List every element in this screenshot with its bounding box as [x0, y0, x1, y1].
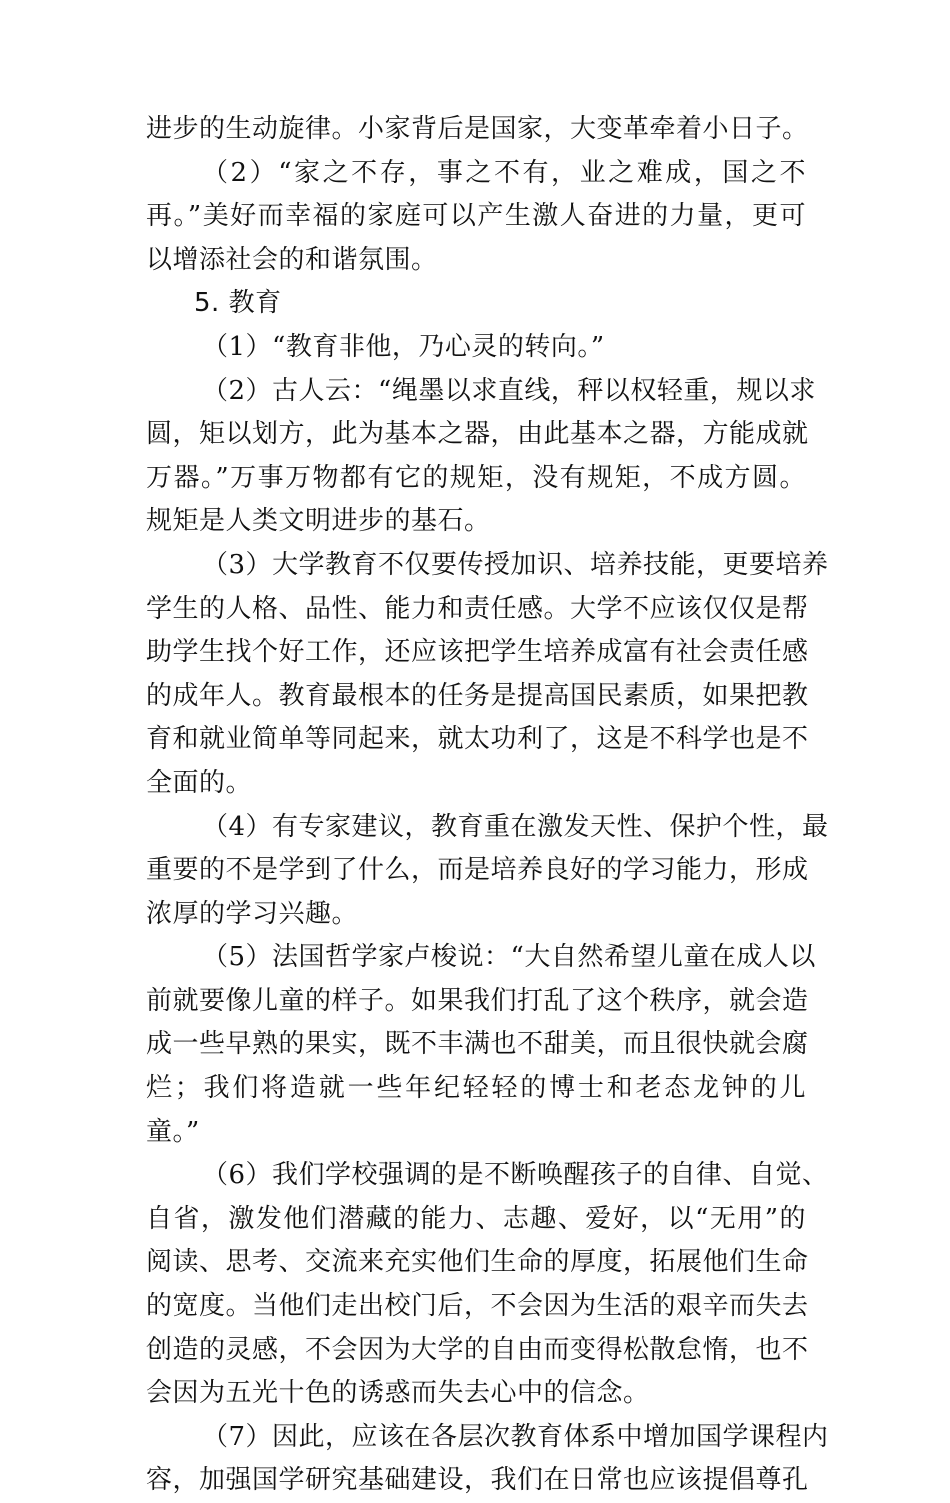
- text-line: 的成年人。教育最根本的任务是提高国民素质，如果把教: [146, 680, 809, 711]
- text-line: 全面的。: [146, 767, 253, 798]
- text-line: 浓厚的学习兴趣。: [146, 898, 359, 929]
- text-line: 会因为五光十色的诱惑而失去心中的信念。: [146, 1378, 650, 1409]
- text-line: 自省，激发他们潜藏的能力、志趣、爱好，以“无用”的: [146, 1203, 806, 1234]
- text-line: 阅读、思考、交流来充实他们生命的厚度，拓展他们生命: [146, 1247, 809, 1278]
- text-line: 烂；我们将造就一些年纪轻轻的博士和老态龙钟的儿: [146, 1073, 806, 1104]
- text-line: 成一些早熟的果实，既不丰满也不甜美，而且很快就会腐: [146, 1029, 809, 1060]
- text-line: 规矩是人类文明进步的基石。: [146, 506, 491, 537]
- text-line: 创造的灵感，不会因为大学的自由而变得松散怠惰，也不: [146, 1334, 809, 1365]
- section-heading: 5. 教育: [194, 288, 282, 319]
- text-line: 学生的人格、品性、能力和责任感。大学不应该仅仅是帮: [146, 593, 809, 624]
- text-line: 圆，矩以划方，此为基本之器，由此基本之器，方能成就: [146, 419, 809, 450]
- text-line: 育和就业简单等同起来，就太功利了，这是不科学也是不: [146, 724, 809, 755]
- document-page: [146, 108, 829, 1503]
- text-line: （6）我们学校强调的是不断唤醒孩子的自律、自觉、: [202, 1160, 829, 1191]
- text-line: 前就要像儿童的样子。如果我们打乱了这个秩序，就会造: [146, 985, 809, 1016]
- text-line: （2）古人云：“绳墨以求直线，秤以权轻重，规以求: [202, 375, 816, 406]
- text-line: 助学生找个好工作，还应该把学生培养成富有社会责任感: [146, 637, 809, 668]
- text-line: 童。”: [146, 1116, 200, 1147]
- text-line: （5）法国哲学家卢梭说：“大自然希望儿童在成人以: [202, 942, 816, 973]
- text-line: 的宽度。当他们走出校门后，不会因为生活的艰辛而失去: [146, 1291, 809, 1322]
- text-line: 容，加强国学研究基础建设，我们在日常也应该提倡尊孔: [146, 1465, 809, 1496]
- text-line: 进步的生动旋律。小家背后是国家，大变革牵着小日子。: [146, 114, 809, 144]
- text-line: 万器。”万事万物都有它的规矩，没有规矩，不成方圆。: [146, 462, 806, 493]
- text-line: 再。”美好而幸福的家庭可以产生激人奋进的力量，更可: [146, 201, 806, 232]
- text-line: （4）有专家建议，教育重在激发天性、保护个性，最: [202, 811, 829, 842]
- text-line: （2）“家之不存，事之不有，业之难成，国之不: [202, 157, 806, 188]
- text-line: 以增添社会的和谐氛围。: [146, 244, 438, 275]
- text-line: 重要的不是学到了什么，而是培养良好的学习能力，形成: [146, 855, 809, 886]
- text-line: （3）大学教育不仅要传授加识、培养技能，更要培养: [202, 549, 829, 580]
- text-line: （7）因此，应该在各层次教育体系中增加国学课程内: [202, 1421, 829, 1452]
- text-line: （1）“教育非他，乃心灵的转向。”: [202, 331, 605, 362]
